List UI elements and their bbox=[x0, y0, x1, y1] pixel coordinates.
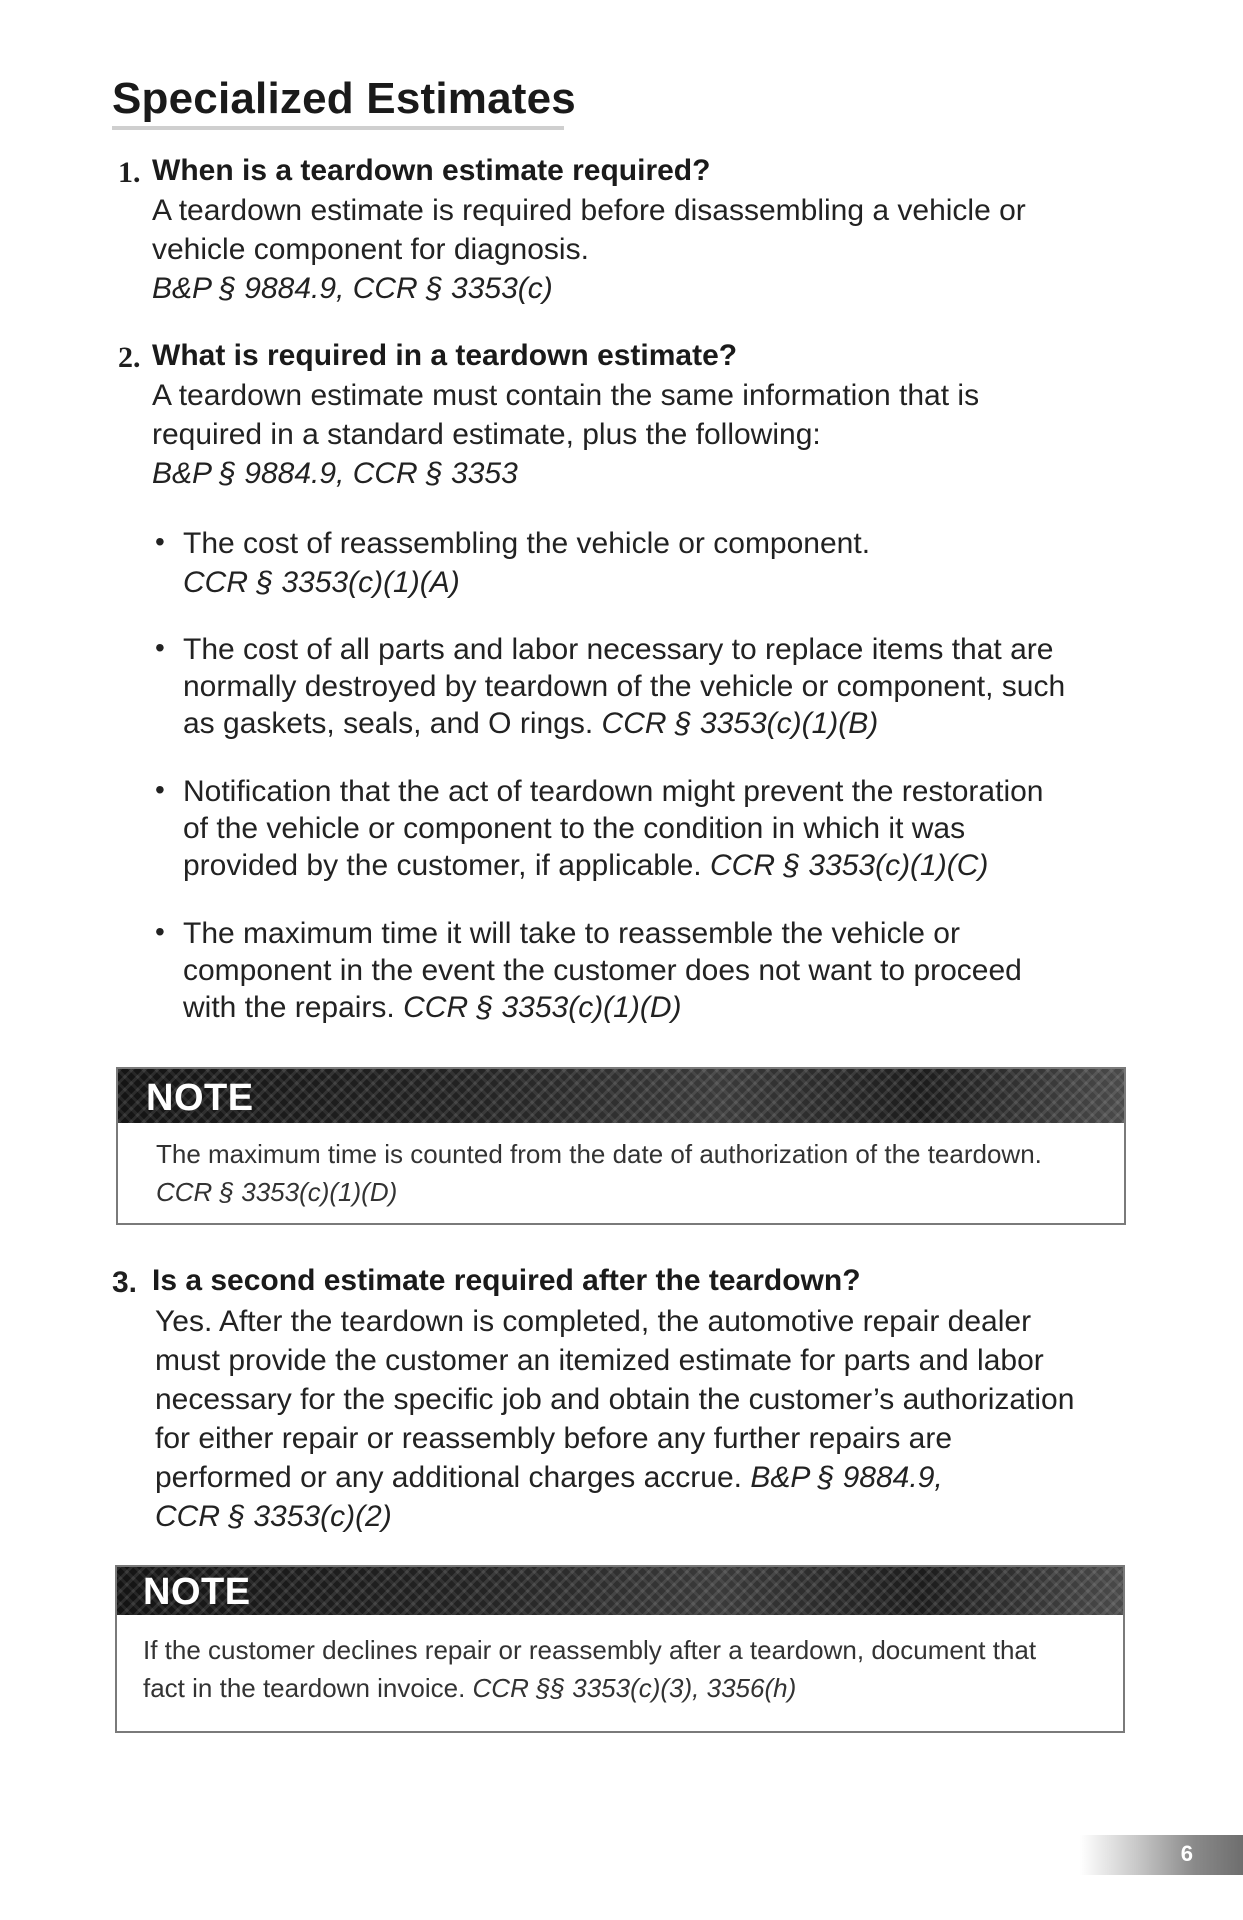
citation: CCR § 3353(c)(1)(D) bbox=[156, 1177, 398, 1207]
citation: CCR § 3353(c)(2) bbox=[155, 1500, 392, 1533]
bullet-dot-icon: • bbox=[155, 774, 165, 805]
bullet-line: of the vehicle or component to the condition in which it was bbox=[183, 812, 966, 845]
note-label: NOTE bbox=[143, 1571, 251, 1613]
answer-line: A teardown estimate is required before disassembling a vehicle or bbox=[152, 194, 1026, 227]
bullet-line: normally destroyed by teardown of the vehicle or component, such bbox=[183, 670, 1066, 703]
answer-line: for either repair or reassembly before any further repairs are bbox=[155, 1422, 953, 1455]
page-number-tab bbox=[1080, 1835, 1243, 1875]
answer-line: vehicle component for diagnosis. bbox=[152, 233, 589, 266]
note-text: If the customer declines repair or reassembly after a teardown, document that bbox=[143, 1635, 1037, 1665]
title-underline bbox=[112, 126, 564, 130]
bullet-line: The cost of reassembling the vehicle or component. bbox=[183, 527, 871, 560]
bullet-line: as gaskets, seals, and O rings. bbox=[183, 707, 594, 740]
bullet-dot-icon: • bbox=[155, 916, 165, 947]
question-number: 2. bbox=[118, 341, 141, 374]
citation: B&P § 9884.9, bbox=[750, 1461, 943, 1494]
citation: CCR § 3353(c)(1)(B) bbox=[601, 707, 879, 740]
note-box bbox=[115, 1565, 1125, 1733]
page-title: Specialized Estimates bbox=[112, 74, 576, 123]
bullet-line: Notification that the act of teardown might prevent the restoration bbox=[183, 775, 1044, 808]
question-title: What is required in a teardown estimate? bbox=[152, 339, 738, 372]
bullet-line: component in the event the customer does not want to proceed bbox=[183, 954, 1022, 987]
note-text: fact in the teardown invoice. bbox=[143, 1673, 466, 1703]
question-number: 3. bbox=[112, 1266, 138, 1299]
note-header bbox=[118, 1069, 1124, 1123]
note-label: NOTE bbox=[146, 1077, 254, 1119]
answer-line: performed or any additional charges accrue. bbox=[155, 1461, 742, 1494]
bullet-dot-icon: • bbox=[155, 632, 165, 663]
answer-line: must provide the customer an itemized estimate for parts and labor bbox=[155, 1344, 1044, 1377]
answer-line: required in a standard estimate, plus the following: bbox=[152, 418, 821, 451]
citation: B&P § 9884.9, CCR § 3353(c) bbox=[152, 272, 553, 305]
question-title: When is a teardown estimate required? bbox=[152, 154, 711, 187]
answer-line: Yes. After the teardown is completed, the automotive repair dealer bbox=[155, 1305, 1032, 1338]
note-text: The maximum time is counted from the date of authorization of the teardown. bbox=[156, 1139, 1042, 1169]
bullet-dot-icon: • bbox=[155, 526, 165, 557]
citation: B&P § 9884.9, CCR § 3353 bbox=[152, 457, 518, 490]
bullet-line: with the repairs. bbox=[183, 991, 395, 1024]
question-number: 1. bbox=[118, 156, 141, 189]
citation: CCR § 3353(c)(1)(A) bbox=[183, 566, 460, 599]
bullet-line: The maximum time it will take to reassemble the vehicle or bbox=[183, 917, 960, 950]
note-box bbox=[116, 1067, 1126, 1225]
citation: CCR § 3353(c)(1)(D) bbox=[403, 991, 682, 1024]
citation: CCR §§ 3353(c)(3), 3356(h) bbox=[472, 1673, 797, 1703]
page-number: 6 bbox=[1180, 1841, 1193, 1866]
bullet-line: provided by the customer, if applicable. bbox=[183, 849, 702, 882]
bullet-line: The cost of all parts and labor necessary to replace items that are bbox=[183, 633, 1054, 666]
citation: CCR § 3353(c)(1)(C) bbox=[709, 849, 989, 882]
question-title: Is a second estimate required after the teardown? bbox=[152, 1264, 861, 1297]
answer-line: A teardown estimate must contain the same information that is bbox=[152, 379, 980, 412]
note-header bbox=[117, 1567, 1123, 1615]
answer-line: necessary for the specific job and obtain the customer’s authorization bbox=[155, 1383, 1075, 1416]
